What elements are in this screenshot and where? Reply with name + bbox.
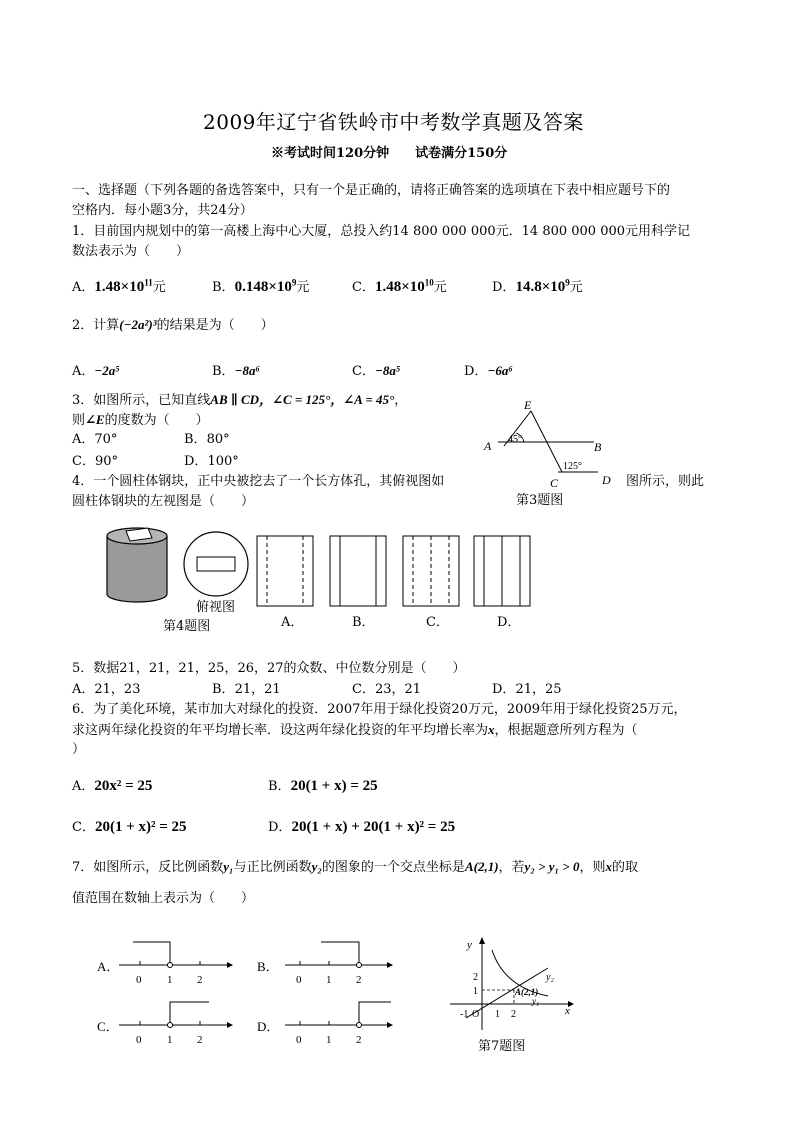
option-math: 1.48×10 xyxy=(374,279,425,295)
q4-choice-b-label: B． xyxy=(352,615,375,630)
q2-suffix: 的结果是为（ ） xyxy=(156,318,274,333)
option-letter: C． xyxy=(72,820,95,835)
q7-caption: 第7题图 xyxy=(478,1039,526,1054)
q2-option-c xyxy=(352,360,400,379)
q6-line1: 6．为了美化环境，某市加大对绿化的投资．2007年用于绿化投资20万元，2009年用于绿化投资25万元， xyxy=(72,702,687,717)
choice-a-label: A． xyxy=(97,959,120,974)
q4-line1-tail: 图所示，则此 xyxy=(626,474,705,489)
y-tick-2: 2 xyxy=(473,972,478,983)
choice-b-label: B． xyxy=(257,959,279,974)
q7-text: 的取 xyxy=(611,860,638,875)
q3-caption: 第3题图 xyxy=(516,493,564,508)
option-math: −6a⁶ xyxy=(487,363,513,378)
option-math: 20(1 + x) = 25 xyxy=(290,778,378,794)
option-letter: A． xyxy=(72,280,95,295)
number-line-d xyxy=(257,1002,393,1046)
q5-stem: 5．数据21，21，21，25，26，27的众数、中位数分别是（ ） xyxy=(72,661,466,676)
option-letter: C． xyxy=(72,454,95,469)
tick-1: 1 xyxy=(167,974,173,986)
label-a: A xyxy=(484,439,492,453)
q7-text: ，若 xyxy=(498,860,525,875)
tick-0: 0 xyxy=(136,1034,142,1046)
top-view-label: 俯视图 xyxy=(196,600,236,615)
option-letter: D． xyxy=(464,364,488,379)
tick-0: 0 xyxy=(296,974,302,986)
choice-c-label: C． xyxy=(97,1019,119,1034)
q1-line2: 数法表示为（ ） xyxy=(72,244,190,259)
q3-math: AB ∥ CD，∠C = 125°，∠A = 45° xyxy=(210,392,395,407)
option-letter: B． xyxy=(212,280,235,295)
cylinder-body xyxy=(107,536,167,602)
q7-point: A(2,1) xyxy=(464,859,499,874)
q6-option-b xyxy=(268,775,378,795)
q1-line1: 1．目前国内规划中的第一高楼上海中心大厦，总投入约14 800 000 000元．14 800 000 000元用科学记 xyxy=(72,224,691,239)
q6-line3: ） xyxy=(72,742,86,757)
option-value: 21，25 xyxy=(515,682,562,697)
option-letter: A． xyxy=(72,682,95,697)
tick-1: 1 xyxy=(326,1034,332,1046)
q5-option-d xyxy=(492,680,562,700)
q6-text: 求这两年绿化投资的年平均增长率．设这两年绿化投资的年平均增长率为 xyxy=(72,723,489,738)
q3-text-tail: ， xyxy=(394,393,408,408)
choice-a-view xyxy=(257,536,313,606)
q1-option-d xyxy=(492,276,583,296)
x-tick-neg1: -1 xyxy=(460,1009,469,1020)
tick-2: 2 xyxy=(356,974,362,986)
tick-1: 1 xyxy=(326,974,332,986)
section-intro-line2: 空格内．每小题3分，共24分） xyxy=(72,203,253,218)
q6-text-tail: ，根据题意所列方程为（ xyxy=(494,723,638,738)
page-title: 2009年辽宁省铁岭市中考数学真题及答案 xyxy=(203,110,584,134)
q7-number-lines xyxy=(95,935,405,1047)
option-math: 20(1 + x)² = 25 xyxy=(94,819,187,835)
choice-d-label: D． xyxy=(257,1019,280,1034)
q7-text: 的图象的一个交点坐标是 xyxy=(321,860,465,875)
q6-line2 xyxy=(72,720,638,741)
q7-line1 xyxy=(72,857,638,878)
option-letter: B． xyxy=(212,364,235,379)
q1-option-b xyxy=(212,276,309,296)
tick-1: 1 xyxy=(167,1034,173,1046)
tick-0: 0 xyxy=(136,974,142,986)
q3-line2 xyxy=(72,410,209,431)
exam-info: ※考试时间120分钟 试卷满分150分 xyxy=(271,146,508,161)
q2-option-b xyxy=(212,360,260,379)
option-letter: A． xyxy=(72,779,95,794)
tick-2: 2 xyxy=(197,974,203,986)
q7-text: 与正比例函数 xyxy=(233,860,312,875)
option-math: 1.48×10 xyxy=(94,279,145,295)
q4-caption: 第4题图 xyxy=(163,619,211,634)
option-math: −8a⁵ xyxy=(374,363,401,378)
section-intro-line1: 一、选择题（下列各题的备选答案中，只有一个是正确的，请将正确答案的选项填在下表中相应题号下的 xyxy=(72,183,671,198)
q1-option-c xyxy=(352,276,447,296)
option-letter: D． xyxy=(184,454,208,469)
option-letter: D． xyxy=(492,682,516,697)
point-a-label: A(2,1) xyxy=(515,987,539,997)
option-math: −8a⁶ xyxy=(234,363,260,378)
tick-2: 2 xyxy=(356,1034,362,1046)
q3-option-a xyxy=(72,430,117,450)
number-line-b xyxy=(257,942,393,986)
option-value: 23，21 xyxy=(374,682,422,697)
q5-option-b xyxy=(212,680,281,700)
q3-math: ∠E xyxy=(85,412,105,427)
q5-option-a xyxy=(72,680,140,700)
option-math: −2a⁵ xyxy=(94,363,120,378)
option-letter: C． xyxy=(352,364,375,379)
q7-variable: x xyxy=(605,859,612,874)
number-line-c xyxy=(97,1002,233,1046)
option-letter: B． xyxy=(268,779,291,794)
option-value: 90° xyxy=(94,454,118,469)
number-line-a xyxy=(97,942,233,986)
y1-label: y₁ xyxy=(532,996,540,1006)
angle-a-label: 45° xyxy=(508,434,522,445)
origin-label: O xyxy=(472,1009,480,1020)
q7-condition: y₂ > y₁ > 0 xyxy=(524,859,580,874)
x-label: x xyxy=(565,1005,570,1017)
q4-cylinder-figure xyxy=(100,524,260,610)
option-math: 14.8×10 xyxy=(515,279,566,295)
option-value: 70° xyxy=(94,432,118,447)
option-letter: B． xyxy=(184,432,207,447)
q3-line1 xyxy=(72,390,407,411)
option-exponent: 9 xyxy=(565,277,570,288)
q3-text: 3．如图所示，已知直线 xyxy=(72,393,211,408)
q4-choice-d-label: D． xyxy=(497,615,521,630)
tick-0: 0 xyxy=(296,1034,302,1046)
option-math: 20(1 + x) + 20(1 + x)² = 25 xyxy=(291,819,456,835)
q3-text-tail: 的度数为（ ） xyxy=(104,413,209,428)
option-letter: D． xyxy=(268,820,292,835)
q4-choice-a-label: A． xyxy=(281,615,304,630)
option-math: 0.148×10 xyxy=(234,279,292,295)
x-tick-2: 2 xyxy=(511,1009,516,1020)
option-letter: D． xyxy=(492,280,516,295)
y-tick-1: 1 xyxy=(473,986,478,997)
q7-y1: y₁ xyxy=(223,859,234,874)
option-unit: 元 xyxy=(152,280,166,295)
choice-b-view xyxy=(330,536,386,606)
q2-expression: (−2a²)³ xyxy=(119,317,157,332)
q4-choice-views xyxy=(254,534,544,608)
q7-y2: y₂ xyxy=(311,859,322,874)
choice-d-view xyxy=(474,536,530,606)
option-letter: B． xyxy=(212,682,235,697)
option-unit: 元 xyxy=(569,280,583,295)
q2-option-d xyxy=(464,360,513,379)
option-letter: A． xyxy=(72,364,95,379)
option-value: 21，21 xyxy=(234,682,281,697)
option-value: 21，23 xyxy=(94,682,141,697)
option-exponent: 10 xyxy=(424,277,434,288)
label-b: B xyxy=(594,440,602,454)
q7-text: ，则 xyxy=(579,860,606,875)
option-unit: 元 xyxy=(296,280,310,295)
q3-option-b xyxy=(184,430,230,450)
q2-option-a xyxy=(72,360,120,379)
q4-choice-c-label: C． xyxy=(426,615,449,630)
q4-line1: 4．一个圆柱体钢块，正中央被挖去了一个长方体孔，其俯视图如 xyxy=(72,474,445,489)
q1-option-a xyxy=(72,276,166,296)
x-tick-1: 1 xyxy=(495,1009,500,1020)
top-view-rectangle xyxy=(197,557,235,571)
q6-option-d xyxy=(268,816,455,836)
option-value: 80° xyxy=(206,432,230,447)
y-label: y xyxy=(467,939,472,951)
q3-figure xyxy=(476,396,626,491)
q3-option-c xyxy=(72,452,118,472)
q3-text: 则 xyxy=(72,413,86,428)
option-letter: A． xyxy=(72,432,95,447)
option-letter: C． xyxy=(352,682,375,697)
label-e: E xyxy=(524,398,532,412)
y2-label: y₂ xyxy=(546,972,554,983)
q6-option-c xyxy=(72,816,187,836)
option-unit: 元 xyxy=(433,280,447,295)
angle-c-label: 125° xyxy=(563,461,582,472)
q7-function-graph xyxy=(444,932,584,1034)
option-math: 20x² = 25 xyxy=(94,778,153,794)
label-d: D xyxy=(602,473,611,487)
q6-option-a xyxy=(72,775,152,795)
q7-line2: 值范围在数轴上表示为（ ） xyxy=(72,891,255,906)
option-exponent: 9 xyxy=(291,277,297,288)
option-letter: C． xyxy=(352,280,375,295)
tick-2: 2 xyxy=(197,1034,203,1046)
q2-stem xyxy=(72,315,274,336)
q5-option-c xyxy=(352,680,421,700)
option-exponent: 11 xyxy=(144,277,153,288)
q4-line2: 圆柱体钢块的左视图是（ ） xyxy=(72,494,255,509)
label-c: C xyxy=(550,476,559,490)
q3-option-d xyxy=(184,452,239,472)
choice-c-view xyxy=(403,536,459,606)
q7-text: 7．如图所示，反比例函数 xyxy=(72,860,224,875)
q6-variable: x xyxy=(488,722,495,737)
option-value: 100° xyxy=(207,454,239,469)
q2-prefix: 2．计算 xyxy=(72,318,120,333)
